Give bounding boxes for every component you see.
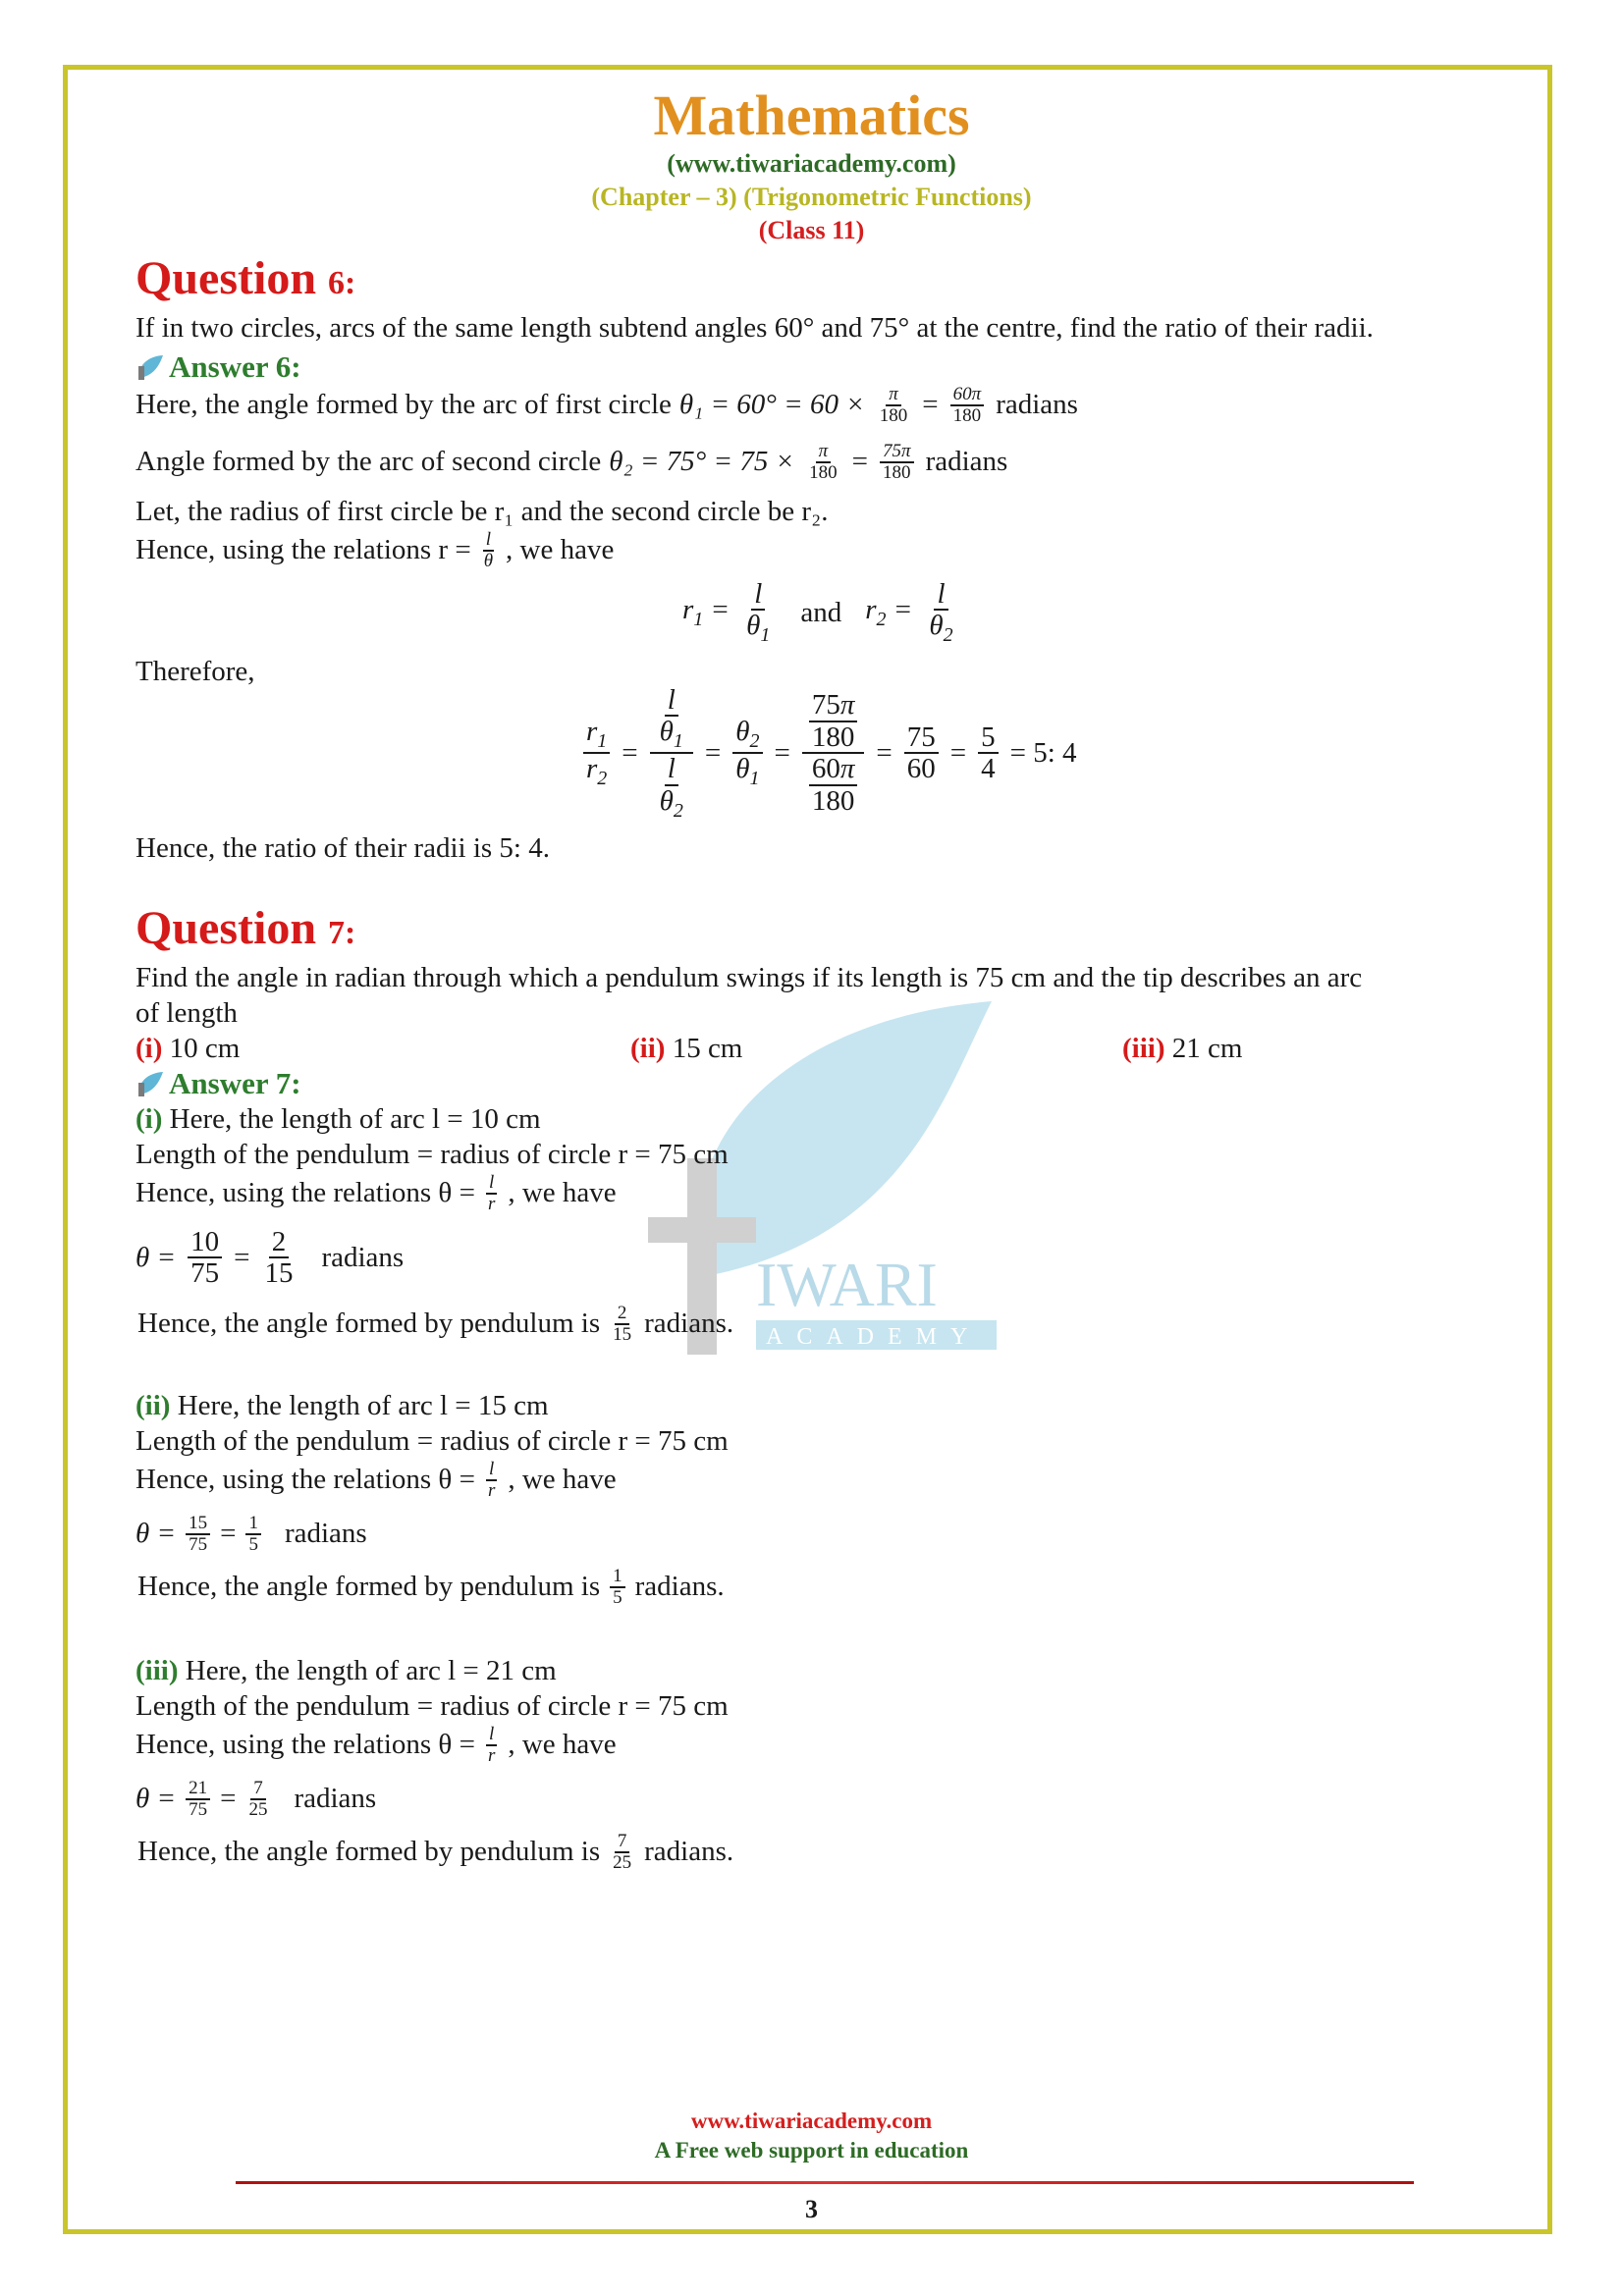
frac-5-4: $\frac{5}{4}$ bbox=[978, 722, 999, 784]
q7-part-i-arc bbox=[135, 1103, 541, 1136]
q7-option-i bbox=[135, 1033, 240, 1065]
q7-part-ii-pendulum: Length of the pendulum = radius of circle r = 75 cm bbox=[135, 1425, 729, 1457]
frac-pi-180 bbox=[806, 442, 840, 483]
footer-divider bbox=[236, 2181, 1414, 2184]
part-arc-text: Here, the length of arc l = 21 cm bbox=[185, 1655, 557, 1686]
frac-theta2-theta1: $\frac{\theta_2}{\theta_1}$ bbox=[732, 717, 762, 789]
question-number: 7: bbox=[328, 915, 356, 951]
frac-num: 75π bbox=[880, 442, 914, 463]
conclusion-suffix: radians. bbox=[644, 1308, 734, 1340]
part-arc-text: Here, the length of arc l = 10 cm bbox=[169, 1103, 541, 1135]
radians-label: radians bbox=[284, 1518, 367, 1550]
conclusion-text: Hence, the angle formed by pendulum is bbox=[137, 1308, 601, 1340]
frac-num: 60π bbox=[950, 385, 985, 406]
q7-option-iii bbox=[1122, 1033, 1242, 1065]
q7-part-ii-equation: θ = $\frac{15}{75}$ = $\frac{1}{5}$ radians bbox=[135, 1513, 367, 1555]
question-7-text-line2: of length bbox=[135, 997, 238, 1029]
footer-tagline: A Free web support in education bbox=[654, 2138, 969, 2163]
frac-pi-180 bbox=[877, 385, 911, 426]
answer-7-heading bbox=[135, 1066, 301, 1101]
footer-website-link[interactable]: www.tiwariacademy.com bbox=[690, 2109, 933, 2133]
q6-line3: Let, the radius of first circle be r₁ and the second circle be r₂. bbox=[135, 496, 829, 527]
question-7-text-line1: Find the angle in radian through which a pendulum swings if its length is 75 cm and the tip describes an arc bbox=[135, 962, 1363, 993]
frac-l-r: $\frac{l}{r}$ bbox=[487, 1459, 496, 1501]
relation-text: Hence, using the relations θ = bbox=[135, 1729, 475, 1761]
q6-line2-math: θ₂ = 75° = 75 × bbox=[609, 446, 795, 478]
header-chapter: (Chapter – 3) (Trigonometric Functions) bbox=[591, 183, 1032, 211]
header-class: (Class 11) bbox=[758, 216, 865, 244]
q7-part-i-pendulum: Length of the pendulum = radius of circle r = 75 cm bbox=[135, 1139, 729, 1170]
question-label: Question bbox=[135, 252, 317, 304]
q6-ratio-equation: $\frac{r_1}{r_2}$ = $\frac{\frac{l}{\theta_1}}{\frac{l}{\theta_2}}$ = $\frac{\theta_2}{\theta_1}$ = $\frac{\frac{75\pi}{180}}{\frac{60\pi}{180}}$ = $\frac{75}{60}$ = $\frac{5}{4}$ = 5: 4 bbox=[579, 685, 1077, 821]
option-value: 15 cm bbox=[672, 1033, 743, 1064]
frac-r1-r2: $\frac{r_1}{r_2}$ bbox=[583, 717, 610, 789]
part-label: (ii) bbox=[135, 1390, 171, 1421]
q6-and: and bbox=[800, 596, 842, 628]
question-6-text: If in two circles, arcs of the same length subtend angles 60° and 75° at the centre, find the ratio of their radii. bbox=[135, 312, 1374, 344]
frac-den: 180 bbox=[879, 404, 908, 426]
q6-therefore: Therefore, bbox=[135, 656, 255, 687]
conclusion-suffix: radians. bbox=[644, 1836, 734, 1868]
page-title: Mathematics bbox=[653, 83, 970, 147]
frac-num: π bbox=[886, 385, 901, 406]
frac-complex-l-theta: $\frac{\frac{l}{\theta_1}}{\frac{l}{\theta_2}}$ bbox=[650, 685, 693, 821]
conclusion-suffix: radians. bbox=[634, 1571, 725, 1603]
q6-line2: Angle formed by the arc of second circle θ₂ = 75° = 75 × $\frac{\pi}{180}$ = $\frac{75\pi}{180}$ radians bbox=[135, 441, 1008, 483]
watermark-sub-text: ACADEMY bbox=[766, 1324, 982, 1350]
q7-option-ii bbox=[630, 1033, 742, 1065]
frac-num: π bbox=[816, 442, 832, 463]
frac-75pi-180 bbox=[880, 442, 914, 483]
frac-l-r: $\frac{l}{r}$ bbox=[487, 1724, 496, 1766]
t-letter-bar bbox=[648, 1217, 756, 1243]
q7-part-iii-pendulum: Length of the pendulum = radius of circle r = 75 cm bbox=[135, 1690, 729, 1722]
option-label: (i) bbox=[135, 1033, 163, 1064]
option-label: (ii) bbox=[630, 1033, 666, 1064]
question-label: Question bbox=[135, 902, 317, 954]
answer-label: Answer 6: bbox=[169, 349, 301, 384]
q6-line4-prefix: Hence, using the relations r = bbox=[135, 534, 471, 566]
frac-l-r: $\frac{l}{r}$ bbox=[487, 1172, 496, 1214]
q6-line1-suffix: radians bbox=[996, 389, 1078, 421]
frac-result: $\frac{2}{15}$ bbox=[264, 1226, 294, 1290]
answer-6-heading bbox=[135, 349, 301, 385]
q6-ratio-result: = 5: 4 bbox=[1009, 736, 1077, 769]
q6-line1: Here, the angle formed by the arc of first circle θ₁ = 60° = 60 × $\frac{\pi}{180}$ = $\frac{60\pi}{180}$ radians bbox=[135, 384, 1078, 426]
q6-radius-equations: $r_1$ = $\frac{l}{\theta_1}$ and $r_2$ = $\frac{l}{\theta_2}$ bbox=[682, 579, 960, 646]
frac-den: 180 bbox=[809, 461, 838, 483]
radians-label: radians bbox=[321, 1241, 405, 1273]
q6-line1-prefix: Here, the angle formed by the arc of first circle bbox=[135, 389, 672, 421]
frac-result: $\frac{1}{5}$ bbox=[610, 1567, 625, 1608]
frac-l-theta2: $\frac{l}{\theta_2}$ bbox=[929, 578, 953, 647]
frac-num: l bbox=[483, 530, 494, 552]
q7-part-i-conclusion bbox=[137, 1304, 733, 1345]
part-label: (i) bbox=[135, 1103, 163, 1135]
frac-den: 180 bbox=[883, 461, 911, 483]
frac-60pi-180 bbox=[950, 385, 985, 426]
frac-theta: $\frac{10}{75}$ bbox=[188, 1227, 222, 1289]
conclusion-text: Hence, the angle formed by pendulum is bbox=[137, 1571, 601, 1603]
frac-theta: $\frac{21}{75}$ bbox=[186, 1779, 210, 1820]
q7-part-ii-conclusion bbox=[137, 1567, 725, 1608]
q7-part-i-equation: θ = $\frac{10}{75}$ = $\frac{2}{15}$ radians bbox=[135, 1226, 405, 1290]
answer-label: Answer 7: bbox=[169, 1066, 301, 1100]
q7-part-iii-arc bbox=[135, 1655, 557, 1687]
q6-line4 bbox=[135, 530, 614, 571]
frac-complex-pi: $\frac{\frac{75\pi}{180}}{\frac{60\pi}{180}}$ bbox=[802, 690, 865, 816]
question-7-heading bbox=[135, 901, 355, 955]
frac-l-theta bbox=[481, 530, 496, 571]
part-arc-text: Here, the length of arc l = 15 cm bbox=[177, 1390, 549, 1421]
frac-den: θ bbox=[483, 550, 494, 571]
question-number: 6: bbox=[328, 265, 356, 301]
relation-text: Hence, using the relations θ = bbox=[135, 1464, 475, 1496]
radians-label: radians bbox=[294, 1783, 377, 1815]
q7-part-iii-equation: θ = $\frac{21}{75}$ = $\frac{7}{25}$ radians bbox=[135, 1778, 377, 1820]
q7-part-iii-conclusion bbox=[137, 1832, 733, 1873]
q6-conclusion: Hence, the ratio of their radii is 5: 4. bbox=[135, 832, 550, 864]
part-label: (iii) bbox=[135, 1655, 179, 1686]
q7-part-ii-relation bbox=[135, 1460, 617, 1501]
frac-den: 180 bbox=[952, 404, 982, 426]
page-number: 3 bbox=[805, 2195, 818, 2223]
watermark-main-text: IWARI bbox=[756, 1250, 938, 1319]
conclusion-text: Hence, the angle formed by pendulum is bbox=[137, 1836, 601, 1868]
q6-line1-math: θ₁ = 60° = 60 × bbox=[678, 389, 865, 421]
header-website: (www.tiwariacademy.com) bbox=[667, 149, 956, 178]
question-6-heading bbox=[135, 251, 355, 305]
frac-result: $\frac{7}{25}$ bbox=[613, 1831, 632, 1873]
frac-result: $\frac{1}{5}$ bbox=[245, 1514, 261, 1555]
relation-text: Hence, using the relations θ = bbox=[135, 1177, 475, 1209]
relation-suffix: , we have bbox=[508, 1177, 617, 1209]
relation-suffix: , we have bbox=[508, 1464, 617, 1496]
option-value: 21 cm bbox=[1171, 1033, 1243, 1064]
q6-line4-suffix: , we have bbox=[506, 534, 615, 566]
frac-result: $\frac{2}{15}$ bbox=[613, 1303, 632, 1345]
relation-suffix: , we have bbox=[508, 1729, 617, 1761]
frac-l-theta1: $\frac{l}{\theta_1}$ bbox=[746, 578, 771, 647]
option-value: 10 cm bbox=[169, 1033, 241, 1064]
answer-logo-icon bbox=[135, 1069, 165, 1098]
q6-line2-prefix: Angle formed by the arc of second circle bbox=[135, 446, 602, 478]
q7-part-i-relation bbox=[135, 1173, 617, 1214]
option-label: (iii) bbox=[1122, 1033, 1165, 1064]
q7-part-iii-relation bbox=[135, 1725, 617, 1766]
frac-theta: $\frac{15}{75}$ bbox=[186, 1514, 210, 1555]
q7-part-ii-arc bbox=[135, 1390, 549, 1422]
q6-line2-suffix: radians bbox=[925, 446, 1008, 478]
frac-75-60: $\frac{75}{60}$ bbox=[904, 722, 939, 784]
answer-logo-icon bbox=[135, 352, 165, 382]
frac-result: $\frac{7}{25}$ bbox=[248, 1778, 268, 1820]
